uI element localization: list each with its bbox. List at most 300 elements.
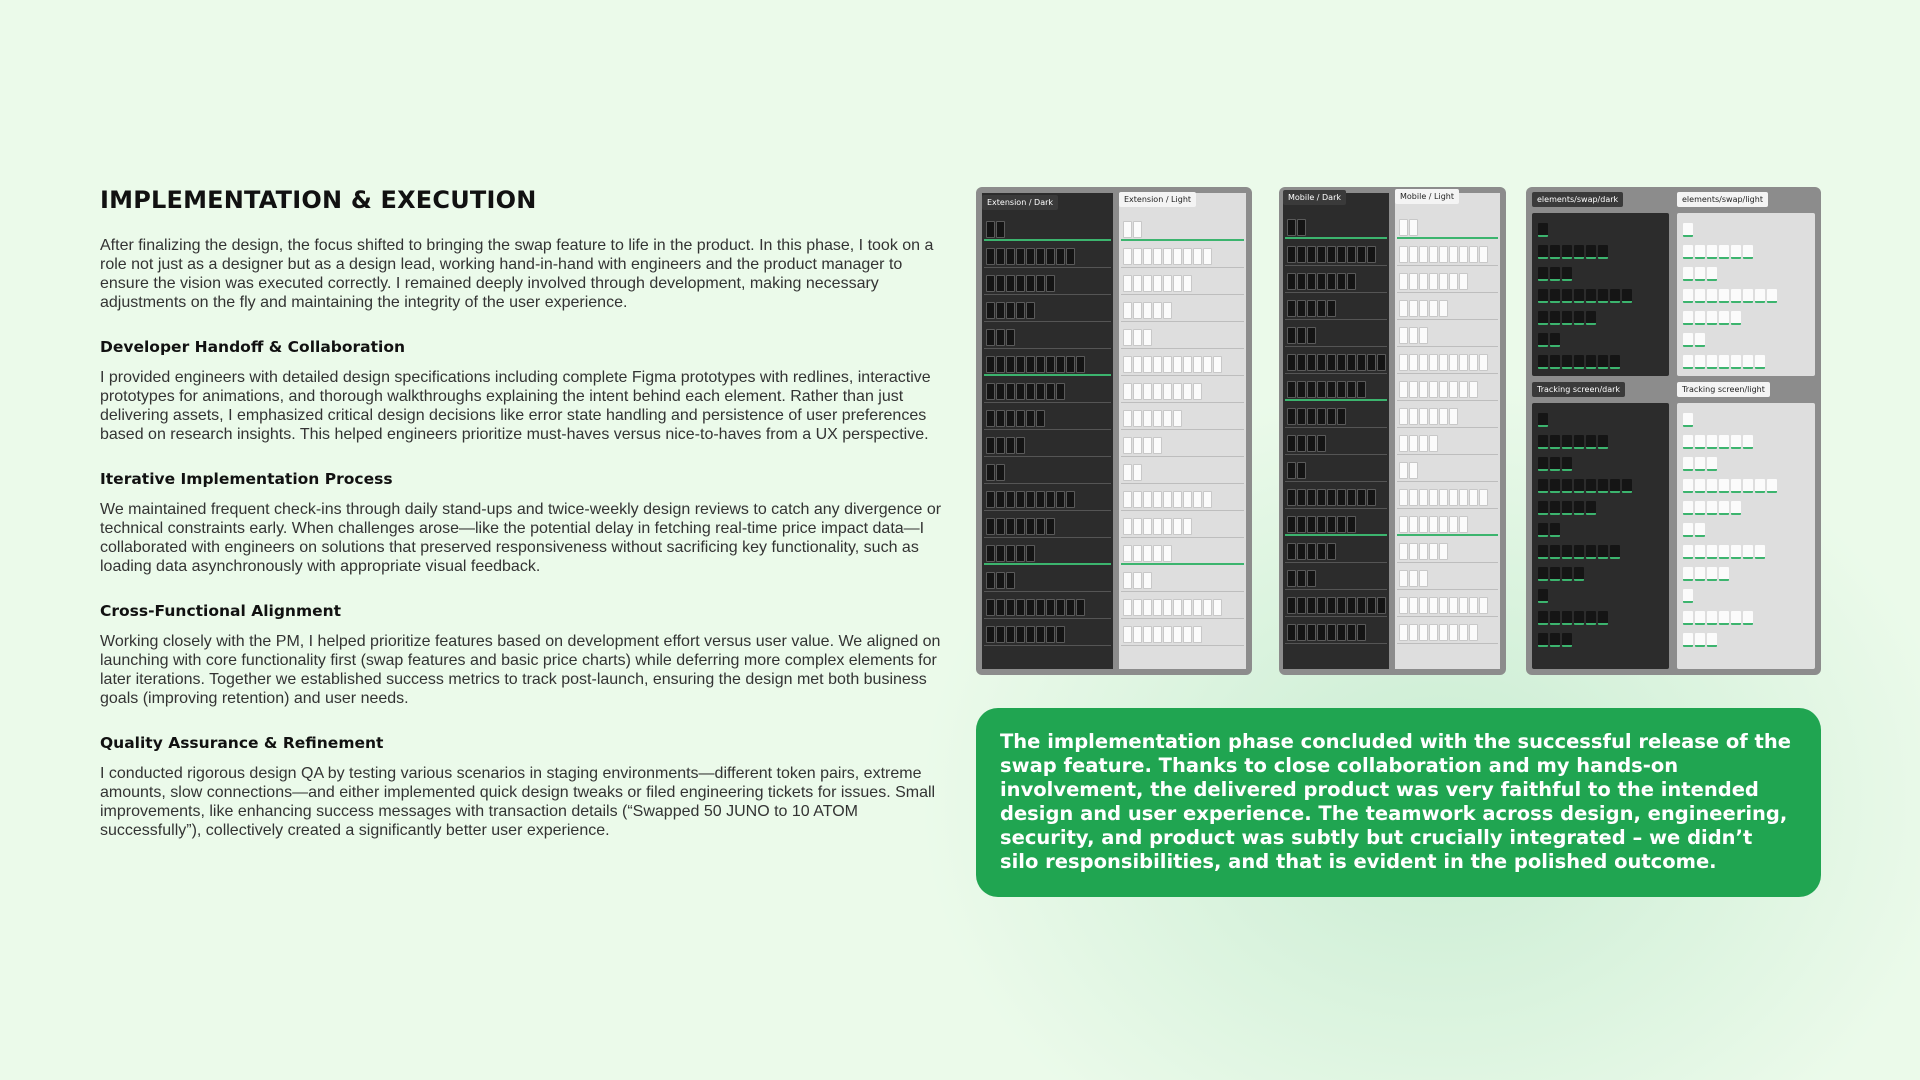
screen-thumbnail xyxy=(1143,410,1152,427)
screen-thumbnail xyxy=(1357,489,1366,506)
screen-thumbnail xyxy=(1173,518,1182,535)
screen-thumbnail xyxy=(1133,248,1142,265)
element-thumbnail xyxy=(1743,245,1753,259)
frame-divider xyxy=(984,402,1111,403)
frame-divider xyxy=(984,510,1111,511)
screen-thumbnail xyxy=(1133,545,1142,562)
screen-thumbnail xyxy=(1439,246,1448,263)
frame-divider xyxy=(1121,591,1244,592)
frame-divider xyxy=(984,483,1111,484)
screen-thumbnail xyxy=(1123,329,1132,346)
element-thumbnail xyxy=(1683,589,1693,603)
element-thumbnail xyxy=(1538,457,1548,471)
screen-thumbnail xyxy=(1399,624,1408,641)
frame-divider xyxy=(984,348,1111,349)
screen-thumbnail xyxy=(996,275,1005,292)
screen-thumbnail xyxy=(1399,354,1408,371)
screen-thumbnail xyxy=(1203,248,1212,265)
tracking-light-frame xyxy=(1677,403,1815,669)
element-thumbnail xyxy=(1586,611,1596,625)
element-thumbnail xyxy=(1550,479,1560,493)
element-thumbnail xyxy=(1574,355,1584,369)
screen-thumbnail xyxy=(1469,381,1478,398)
element-thumbnail xyxy=(1707,245,1717,259)
screen-thumbnail xyxy=(1046,626,1055,643)
element-thumbnail xyxy=(1743,545,1753,559)
screen-thumbnail xyxy=(1469,354,1478,371)
frame-divider xyxy=(984,456,1111,457)
frame-divider xyxy=(984,294,1111,295)
screen-thumbnail xyxy=(1046,275,1055,292)
screen-thumbnail xyxy=(1016,491,1025,508)
screen-thumbnail xyxy=(1297,327,1306,344)
frame-divider xyxy=(1397,292,1498,293)
screen-thumbnail xyxy=(1409,489,1418,506)
element-thumbnail xyxy=(1550,501,1560,515)
element-thumbnail xyxy=(1743,289,1753,303)
element-thumbnail xyxy=(1719,355,1729,369)
element-thumbnail xyxy=(1731,435,1741,449)
frame-divider xyxy=(1285,589,1387,590)
element-thumbnail xyxy=(1755,289,1765,303)
element-thumbnail xyxy=(1719,245,1729,259)
screen-thumbnail xyxy=(1056,356,1065,373)
screen-thumbnail xyxy=(1287,435,1296,452)
screen-thumbnail xyxy=(1036,383,1045,400)
screen-thumbnail xyxy=(1399,516,1408,533)
screen-thumbnail xyxy=(1297,408,1306,425)
screen-thumbnail xyxy=(1429,489,1438,506)
element-thumbnail xyxy=(1683,223,1693,237)
screen-thumbnail xyxy=(1409,516,1418,533)
screen-thumbnail xyxy=(1327,543,1336,560)
frame-divider xyxy=(1285,481,1387,482)
screen-thumbnail xyxy=(1026,356,1035,373)
frame-divider xyxy=(1285,427,1387,428)
element-thumbnail xyxy=(1731,355,1741,369)
screen-thumbnail xyxy=(986,410,995,427)
element-thumbnail xyxy=(1610,289,1620,303)
element-thumbnail xyxy=(1550,267,1560,281)
frame-divider xyxy=(984,618,1111,619)
screen-thumbnail xyxy=(1297,435,1306,452)
screen-thumbnail xyxy=(1297,489,1306,506)
screen-thumbnail xyxy=(1357,624,1366,641)
screen-thumbnail xyxy=(1297,543,1306,560)
screen-thumbnail xyxy=(1469,597,1478,614)
screen-thumbnail xyxy=(1459,381,1468,398)
screen-thumbnail xyxy=(1409,354,1418,371)
element-thumbnail xyxy=(1550,355,1560,369)
screen-thumbnail xyxy=(1193,626,1202,643)
screen-thumbnail xyxy=(1449,354,1458,371)
screen-thumbnail xyxy=(1449,408,1458,425)
screen-thumbnail xyxy=(1173,356,1182,373)
screen-thumbnail xyxy=(1143,572,1152,589)
element-thumbnail xyxy=(1622,289,1632,303)
screen-thumbnail xyxy=(1419,300,1428,317)
screen-thumbnail xyxy=(1307,354,1316,371)
element-thumbnail xyxy=(1683,435,1693,449)
screen-thumbnail xyxy=(1123,275,1132,292)
screen-thumbnail xyxy=(1287,246,1296,263)
screen-thumbnail xyxy=(1357,246,1366,263)
screen-thumbnail xyxy=(1016,356,1025,373)
screen-thumbnail xyxy=(1307,543,1316,560)
section-body-handoff: I provided engineers with detailed design specifications including complete Figma prototypes with redlines, interactive prototypes for animations, and thorough walkthroughs explaining the intent behind each element. Rather than just delivering assets, I emphasized critical design decisions like error state handling and persistence of user preferences based on research insights. This helped engineers prioritize must-haves versus nice-to-haves from a UX perspective. xyxy=(100,369,931,443)
screen-thumbnail xyxy=(1439,354,1448,371)
screen-thumbnail xyxy=(1439,597,1448,614)
screen-thumbnail xyxy=(1143,437,1152,454)
element-thumbnail xyxy=(1550,245,1560,259)
element-thumbnail xyxy=(1574,245,1584,259)
screen-thumbnail xyxy=(1066,599,1075,616)
screen-thumbnail xyxy=(1399,435,1408,452)
element-thumbnail xyxy=(1695,633,1705,647)
screen-thumbnail xyxy=(1307,408,1316,425)
screen-thumbnail xyxy=(996,545,1005,562)
screen-thumbnail xyxy=(1419,543,1428,560)
screen-thumbnail xyxy=(1123,572,1132,589)
element-thumbnail xyxy=(1755,479,1765,493)
section-divider xyxy=(1285,399,1387,401)
screen-thumbnail xyxy=(1133,437,1142,454)
element-thumbnail xyxy=(1707,267,1717,281)
screen-thumbnail xyxy=(1193,248,1202,265)
screen-thumbnail xyxy=(1026,248,1035,265)
element-thumbnail xyxy=(1574,611,1584,625)
screen-thumbnail xyxy=(1173,626,1182,643)
element-thumbnail xyxy=(1538,501,1548,515)
element-thumbnail xyxy=(1707,457,1717,471)
screen-thumbnail xyxy=(1133,572,1142,589)
screen-thumbnail xyxy=(1357,354,1366,371)
screen-thumbnail xyxy=(1409,597,1418,614)
screen-thumbnail xyxy=(1183,491,1192,508)
screen-thumbnail xyxy=(986,491,995,508)
screen-thumbnail xyxy=(1347,624,1356,641)
element-thumbnail xyxy=(1767,289,1777,303)
element-thumbnail xyxy=(1707,289,1717,303)
screen-thumbnail xyxy=(1006,410,1015,427)
screen-thumbnail xyxy=(1153,599,1162,616)
screen-thumbnail xyxy=(1337,381,1346,398)
element-thumbnail xyxy=(1683,545,1693,559)
screen-thumbnail xyxy=(996,491,1005,508)
element-thumbnail xyxy=(1586,501,1596,515)
screen-thumbnail xyxy=(1016,599,1025,616)
screen-thumbnail xyxy=(1046,599,1055,616)
screen-thumbnail xyxy=(1183,356,1192,373)
screen-thumbnail xyxy=(1016,383,1025,400)
screen-thumbnail xyxy=(1016,410,1025,427)
screen-thumbnail xyxy=(1357,381,1366,398)
screen-thumbnail xyxy=(1439,300,1448,317)
screen-thumbnail xyxy=(1357,597,1366,614)
screen-thumbnail xyxy=(1307,570,1316,587)
element-thumbnail xyxy=(1586,355,1596,369)
element-thumbnail xyxy=(1538,311,1548,325)
element-thumbnail xyxy=(1562,611,1572,625)
frame-divider xyxy=(1397,400,1498,401)
screen-thumbnail xyxy=(1287,543,1296,560)
screen-thumbnail xyxy=(996,329,1005,346)
element-thumbnail xyxy=(1683,267,1693,281)
screen-thumbnail xyxy=(1337,354,1346,371)
frame-divider xyxy=(1285,265,1387,266)
frame-divider xyxy=(1121,267,1244,268)
screen-thumbnail xyxy=(1143,302,1152,319)
screen-thumbnail xyxy=(1347,273,1356,290)
element-thumbnail xyxy=(1695,311,1705,325)
screen-thumbnail xyxy=(1163,248,1172,265)
section-title-qa: Quality Assurance & Refinement xyxy=(100,734,384,752)
screen-thumbnail xyxy=(986,356,995,373)
screen-thumbnail xyxy=(1016,437,1025,454)
screen-thumbnail xyxy=(1163,302,1172,319)
screen-thumbnail xyxy=(1297,516,1306,533)
screen-thumbnail xyxy=(1459,597,1468,614)
screen-thumbnail xyxy=(1153,626,1162,643)
screen-thumbnail xyxy=(1439,273,1448,290)
text-column xyxy=(100,186,945,840)
screen-thumbnail xyxy=(1297,354,1306,371)
screen-thumbnail xyxy=(1377,354,1386,371)
element-thumbnail xyxy=(1550,333,1560,347)
screen-thumbnail xyxy=(1026,545,1035,562)
screen-thumbnail xyxy=(1153,410,1162,427)
screen-thumbnail xyxy=(1006,275,1015,292)
screen-thumbnail xyxy=(1409,327,1418,344)
screen-thumbnail xyxy=(1409,300,1418,317)
element-thumbnail xyxy=(1695,545,1705,559)
element-thumbnail xyxy=(1683,289,1693,303)
element-thumbnail xyxy=(1538,333,1548,347)
screen-thumbnail xyxy=(986,464,995,481)
screen-thumbnail xyxy=(1036,626,1045,643)
frame-divider xyxy=(1121,510,1244,511)
screen-thumbnail xyxy=(1469,624,1478,641)
screen-thumbnail xyxy=(1419,489,1428,506)
screen-thumbnail xyxy=(986,248,995,265)
screen-thumbnail xyxy=(1026,599,1035,616)
element-thumbnail xyxy=(1743,611,1753,625)
element-thumbnail xyxy=(1683,479,1693,493)
swap-light-label: elements/swap/light xyxy=(1677,192,1768,207)
screen-thumbnail xyxy=(1163,383,1172,400)
section-title-handoff: Developer Handoff & Collaboration xyxy=(100,338,406,356)
frame-divider xyxy=(1397,319,1498,320)
screen-thumbnail xyxy=(1347,354,1356,371)
element-thumbnail xyxy=(1707,435,1717,449)
screen-thumbnail xyxy=(1287,273,1296,290)
element-thumbnail xyxy=(1586,545,1596,559)
screen-thumbnail xyxy=(1317,624,1326,641)
screen-thumbnail xyxy=(1143,545,1152,562)
section-divider xyxy=(984,239,1111,241)
element-thumbnail xyxy=(1574,311,1584,325)
mobile-dark-column xyxy=(1283,193,1389,669)
frame-divider xyxy=(984,645,1111,646)
screen-thumbnail xyxy=(1429,300,1438,317)
element-thumbnail xyxy=(1574,567,1584,581)
screen-thumbnail xyxy=(1347,489,1356,506)
screen-thumbnail xyxy=(1163,626,1172,643)
screen-thumbnail xyxy=(1163,410,1172,427)
frame-divider xyxy=(1285,454,1387,455)
screen-thumbnail xyxy=(1419,246,1428,263)
mobile-screens-panel xyxy=(1279,187,1506,675)
screen-thumbnail xyxy=(1036,275,1045,292)
frame-divider xyxy=(1285,346,1387,347)
screen-thumbnail xyxy=(1449,597,1458,614)
screen-thumbnail xyxy=(1297,570,1306,587)
screen-thumbnail xyxy=(1006,383,1015,400)
section-divider xyxy=(1285,237,1387,239)
screen-thumbnail xyxy=(1016,302,1025,319)
screen-thumbnail xyxy=(1173,248,1182,265)
screen-thumbnail xyxy=(1183,518,1192,535)
screen-thumbnail xyxy=(1409,408,1418,425)
screen-thumbnail xyxy=(1123,518,1132,535)
screen-thumbnail xyxy=(1066,356,1075,373)
summary-text: The implementation phase concluded with the successful release of the swap feature. Thanks to close collaboration and my hands-on involvement, the delivered product was very faithful to the intended design and user experience. The teamwork across design, engineering, security, and product was subtly but crucially integrated – we didn’t silo responsibilities, and that is evident in the polished outcome. xyxy=(1000,730,1791,873)
element-thumbnail xyxy=(1719,289,1729,303)
element-thumbnail xyxy=(1707,479,1717,493)
frame-divider xyxy=(1121,537,1244,538)
screen-thumbnail xyxy=(1409,543,1418,560)
screen-thumbnail xyxy=(1123,410,1132,427)
section-divider xyxy=(1397,237,1498,239)
frame-divider xyxy=(1397,265,1498,266)
screen-thumbnail xyxy=(1297,624,1306,641)
element-thumbnail xyxy=(1598,611,1608,625)
extension-screens-panel xyxy=(976,187,1252,675)
screen-thumbnail xyxy=(1026,491,1035,508)
screen-thumbnail xyxy=(1399,489,1408,506)
screen-thumbnail xyxy=(1347,381,1356,398)
screen-thumbnail xyxy=(1123,545,1132,562)
screen-thumbnail xyxy=(1449,246,1458,263)
screen-thumbnail xyxy=(996,383,1005,400)
screen-thumbnail xyxy=(1006,545,1015,562)
screen-thumbnail xyxy=(1439,489,1448,506)
screen-thumbnail xyxy=(996,437,1005,454)
screen-thumbnail xyxy=(1163,545,1172,562)
screen-thumbnail xyxy=(1419,435,1428,452)
screen-thumbnail xyxy=(1026,518,1035,535)
screen-thumbnail xyxy=(1479,354,1488,371)
screen-thumbnail xyxy=(1347,246,1356,263)
element-thumbnail xyxy=(1562,245,1572,259)
screen-thumbnail xyxy=(1046,356,1055,373)
screen-thumbnail xyxy=(1056,599,1065,616)
screen-thumbnail xyxy=(1337,624,1346,641)
element-thumbnail xyxy=(1695,289,1705,303)
screen-thumbnail xyxy=(1133,383,1142,400)
screen-thumbnail xyxy=(1399,543,1408,560)
frame-divider xyxy=(1397,346,1498,347)
screen-thumbnail xyxy=(1143,383,1152,400)
screen-thumbnail xyxy=(1016,518,1025,535)
screen-thumbnail xyxy=(1133,626,1142,643)
element-thumbnail xyxy=(1550,545,1560,559)
screen-thumbnail xyxy=(1143,626,1152,643)
frame-divider xyxy=(984,429,1111,430)
screen-thumbnail xyxy=(1006,491,1015,508)
screen-thumbnail xyxy=(1006,599,1015,616)
screen-thumbnail xyxy=(1409,462,1418,479)
element-thumbnail xyxy=(1683,333,1693,347)
element-thumbnail xyxy=(1610,479,1620,493)
screen-thumbnail xyxy=(1287,300,1296,317)
frame-divider xyxy=(1397,643,1498,644)
frame-divider xyxy=(1397,454,1498,455)
screen-thumbnail xyxy=(1016,248,1025,265)
element-thumbnail xyxy=(1538,435,1548,449)
screen-thumbnail xyxy=(996,626,1005,643)
tracking-dark-label: Tracking screen/dark xyxy=(1532,382,1625,397)
screen-thumbnail xyxy=(1317,516,1326,533)
screen-thumbnail xyxy=(1327,489,1336,506)
screen-thumbnail xyxy=(1026,275,1035,292)
screen-thumbnail xyxy=(1297,381,1306,398)
screen-thumbnail xyxy=(1317,381,1326,398)
screen-thumbnail xyxy=(1203,599,1212,616)
frame-divider xyxy=(1121,402,1244,403)
screen-thumbnail xyxy=(1307,489,1316,506)
screen-thumbnail xyxy=(996,572,1005,589)
screen-thumbnail xyxy=(1317,543,1326,560)
element-thumbnail xyxy=(1574,289,1584,303)
element-thumbnail xyxy=(1683,567,1693,581)
screen-thumbnail xyxy=(1026,626,1035,643)
screen-thumbnail xyxy=(1133,356,1142,373)
screen-thumbnail xyxy=(1409,570,1418,587)
element-thumbnail xyxy=(1538,479,1548,493)
element-thumbnail xyxy=(1538,545,1548,559)
screen-thumbnail xyxy=(1016,626,1025,643)
frame-divider xyxy=(1121,483,1244,484)
screen-thumbnail xyxy=(1297,273,1306,290)
screen-thumbnail xyxy=(1163,491,1172,508)
frame-divider xyxy=(1121,294,1244,295)
screen-thumbnail xyxy=(1327,273,1336,290)
element-thumbnail xyxy=(1731,289,1741,303)
section-divider xyxy=(1285,534,1387,536)
screen-thumbnail xyxy=(1287,489,1296,506)
screen-thumbnail xyxy=(1133,491,1142,508)
screen-thumbnail xyxy=(1439,624,1448,641)
screen-thumbnail xyxy=(1317,300,1326,317)
tracking-light-label: Tracking screen/light xyxy=(1677,382,1770,397)
screen-thumbnail xyxy=(1337,489,1346,506)
screen-thumbnail xyxy=(1036,410,1045,427)
element-thumbnail xyxy=(1586,311,1596,325)
element-thumbnail xyxy=(1731,245,1741,259)
screen-thumbnail xyxy=(986,437,995,454)
element-thumbnail xyxy=(1562,289,1572,303)
element-thumbnail xyxy=(1695,611,1705,625)
section-title-iterative: Iterative Implementation Process xyxy=(100,470,393,488)
screen-thumbnail xyxy=(1409,246,1418,263)
section-divider xyxy=(1397,534,1498,536)
screen-thumbnail xyxy=(1287,462,1296,479)
screen-thumbnail xyxy=(1123,626,1132,643)
element-thumbnail xyxy=(1598,289,1608,303)
screen-thumbnail xyxy=(1307,516,1316,533)
element-thumbnail xyxy=(1683,355,1693,369)
